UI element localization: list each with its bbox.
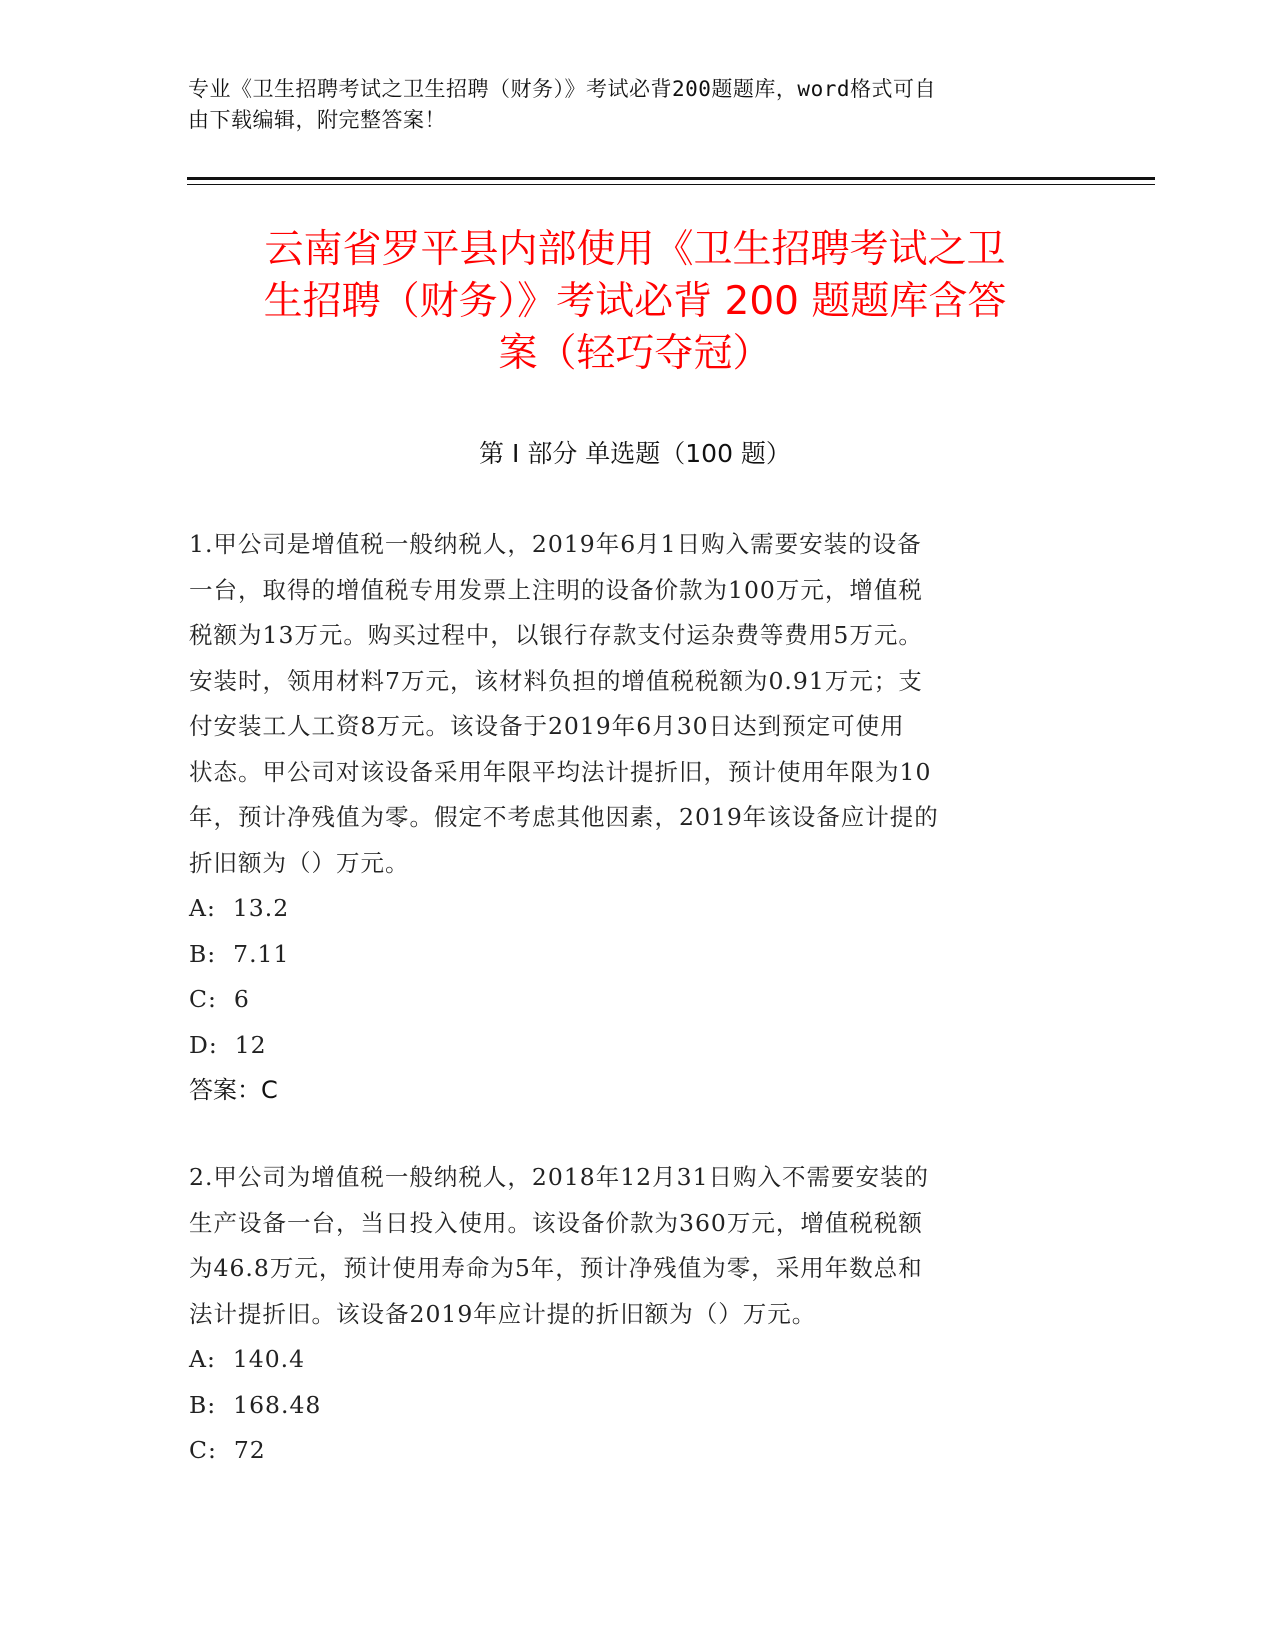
option-d: D: 12 — [189, 1030, 267, 1059]
option-b: B: 7.11 — [189, 939, 290, 968]
question-text — [189, 1155, 1077, 1337]
question-line: 安装时，领用材料7万元，该材料负担的增值税税额为0.91万元；支 — [189, 666, 923, 695]
option-c: C: 72 — [189, 1436, 266, 1464]
header-note-line: 由下载编辑，附完整答案！ — [188, 108, 446, 132]
question-line: 为46.8万元，预计使用寿命为5年，预计净残值为零，采用年数总和 — [189, 1254, 923, 1282]
option-c: C: 6 — [189, 985, 250, 1013]
document-title — [190, 224, 1080, 380]
header-divider-thick — [187, 177, 1155, 180]
header-note-line: 专业《卫生招聘考试之卫生招聘（财务）》考试必背200题题库，word格式可自 — [188, 77, 936, 101]
title-line: 云南省罗平县内部使用《卫生招聘考试之卫 — [264, 227, 1006, 272]
header-divider-thin — [187, 184, 1155, 185]
title-line: 生招聘（财务）》考试必背 200 题题库含答 — [263, 279, 1007, 324]
question-line: 年，预计净残值为零。假定不考虑其他因素，2019年该设备应计提的 — [189, 803, 939, 831]
question-line: 状态。甲公司对该设备采用年限平均法计提折旧，预计使用年限为10 — [189, 757, 932, 786]
question-line: 生产设备一台，当日投入使用。该设备价款为360万元，增值税税额 — [189, 1208, 923, 1237]
question-line: 折旧额为（）万元。 — [189, 848, 410, 877]
option-a: A: 13.2 — [189, 894, 290, 922]
question-line: 1.甲公司是增值税一般纳税人，2019年6月1日购入需要安装的设备 — [189, 530, 922, 558]
question-line: 付安装工人工资8万元。该设备于2019年6月30日达到预定可使用 — [189, 712, 905, 740]
section-heading: 第 I 部分 单选题（100 题） — [479, 439, 791, 468]
question-line: 税额为13万元。购买过程中，以银行存款支付运杂费等费用5万元。 — [189, 621, 923, 649]
header-note — [188, 74, 1068, 136]
question-text — [189, 522, 1077, 886]
title-line: 案（轻巧夺冠） — [498, 331, 772, 376]
answer-label: 答案：C — [189, 1076, 278, 1104]
option-b: B: 168.48 — [189, 1390, 322, 1419]
question-line: 一台，取得的增值税专用发票上注明的设备价款为100万元，增值税 — [189, 575, 923, 604]
question-line: 2.甲公司为增值税一般纳税人，2018年12月31日购入不需要安装的 — [189, 1163, 930, 1191]
option-a: A: 140.4 — [189, 1345, 306, 1373]
question-block — [189, 1155, 1077, 1474]
question-block — [189, 522, 1077, 1114]
question-line: 法计提折旧。该设备2019年应计提的折旧额为（）万元。 — [189, 1299, 817, 1328]
